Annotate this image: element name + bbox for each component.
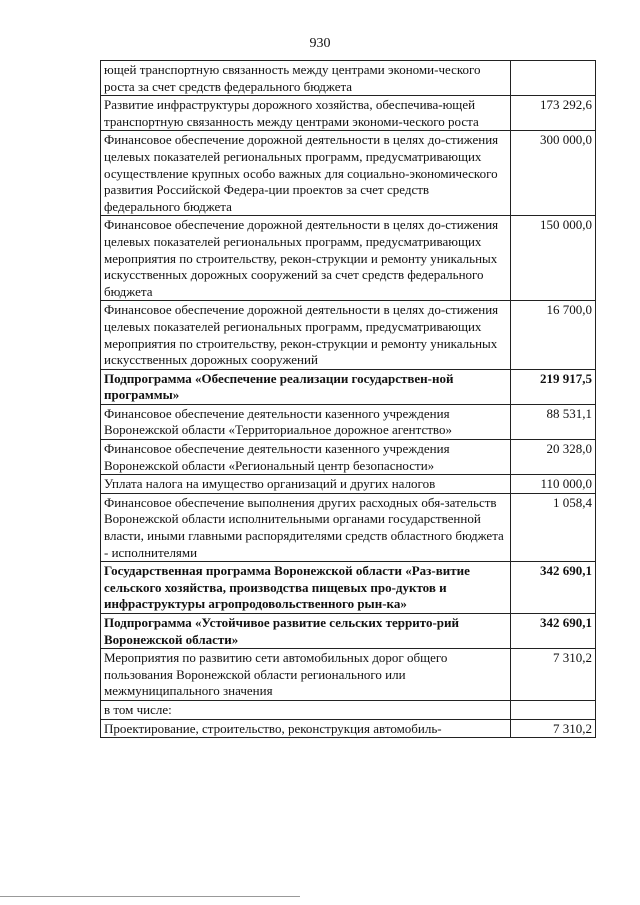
row-amount: 7 310,2 — [510, 649, 595, 701]
row-amount: 1 058,4 — [510, 493, 595, 561]
row-amount: 150 000,0 — [510, 216, 595, 301]
table-row — [101, 131, 596, 216]
table-row — [101, 440, 596, 475]
row-amount: 16 700,0 — [510, 301, 595, 369]
row-amount: 342 690,1 — [510, 562, 595, 614]
row-name: ющей транспортную связанность между центрами экономи-ческого роста за счет средств федерального бюджета — [101, 61, 511, 96]
row-name: Подпрограмма «Обеспечение реализации государствен-ной программы» — [101, 369, 511, 404]
row-name: Финансовое обеспечение деятельности казенного учреждения Воронежской области «Региональный центр безопасности» — [101, 440, 511, 475]
row-amount: 342 690,1 — [510, 614, 595, 649]
table-row — [101, 614, 596, 649]
row-amount: 88 531,1 — [510, 404, 595, 439]
budget-table — [100, 60, 596, 738]
table-row — [101, 301, 596, 369]
table-row — [101, 96, 596, 131]
row-name: Финансовое обеспечение дорожной деятельности в целях до-стижения целевых показателей региональных программ, предусматривающих мероприятия по строительству, рекон-струкции и ремонту уникальных искусственных дорожных сооружений — [101, 301, 511, 369]
table-row — [101, 475, 596, 494]
row-name: Проектирование, строительство, реконструкция автомобиль- — [101, 719, 511, 738]
row-name: Развитие инфраструктуры дорожного хозяйства, обеспечива-ющей транспортную связанность между центрами экономи-ческого роста — [101, 96, 511, 131]
row-amount — [510, 61, 595, 96]
row-name: Финансовое обеспечение выполнения других расходных обя-зательств Воронежской области исполнительными органами государственной власти, иными главными распорядителями средств областного бюджета - исполнителями — [101, 493, 511, 561]
row-name: в том числе: — [101, 700, 511, 719]
row-name: Финансовое обеспечение деятельности казенного учреждения Воронежской области «Территориальное дорожное агентство» — [101, 404, 511, 439]
row-amount — [510, 700, 595, 719]
table-body — [101, 61, 596, 738]
table-row — [101, 216, 596, 301]
row-amount: 20 328,0 — [510, 440, 595, 475]
row-amount: 173 292,6 — [510, 96, 595, 131]
table-row — [101, 369, 596, 404]
row-name: Подпрограмма «Устойчивое развитие сельских террито-рий Воронежской области» — [101, 614, 511, 649]
table-row — [101, 404, 596, 439]
bottom-rule — [0, 896, 300, 897]
row-amount: 7 310,2 — [510, 719, 595, 738]
row-name: Финансовое обеспечение дорожной деятельности в целях до-стижения целевых показателей региональных программ, предусматривающих осуществление крупных особо важных для социально-экономического развития Российской Федера-ции проектов за счет средств федерального бюджета — [101, 131, 511, 216]
row-amount: 219 917,5 — [510, 369, 595, 404]
table-row — [101, 649, 596, 701]
table-row — [101, 719, 596, 738]
table-row — [101, 562, 596, 614]
row-name: Финансовое обеспечение дорожной деятельности в целях до-стижения целевых показателей региональных программ, предусматривающих мероприятия по строительству, рекон-струкции и ремонту уникальных искусственных дорожных сооружений за счет средств федерального бюджета — [101, 216, 511, 301]
table-row — [101, 700, 596, 719]
page-number: 930 — [309, 36, 331, 51]
row-amount: 300 000,0 — [510, 131, 595, 216]
row-name: Мероприятия по развитию сети автомобильных дорог общего пользования Воронежской области регионального или межмуниципального значения — [101, 649, 511, 701]
row-name: Уплата налога на имущество организаций и других налогов — [101, 475, 511, 494]
row-name: Государственная программа Воронежской области «Раз-витие сельского хозяйства, производства пищевых про-дуктов и инфраструктуры агропродовольственного рын-ка» — [101, 562, 511, 614]
row-amount: 110 000,0 — [510, 475, 595, 494]
table-row — [101, 61, 596, 96]
table-row — [101, 493, 596, 561]
